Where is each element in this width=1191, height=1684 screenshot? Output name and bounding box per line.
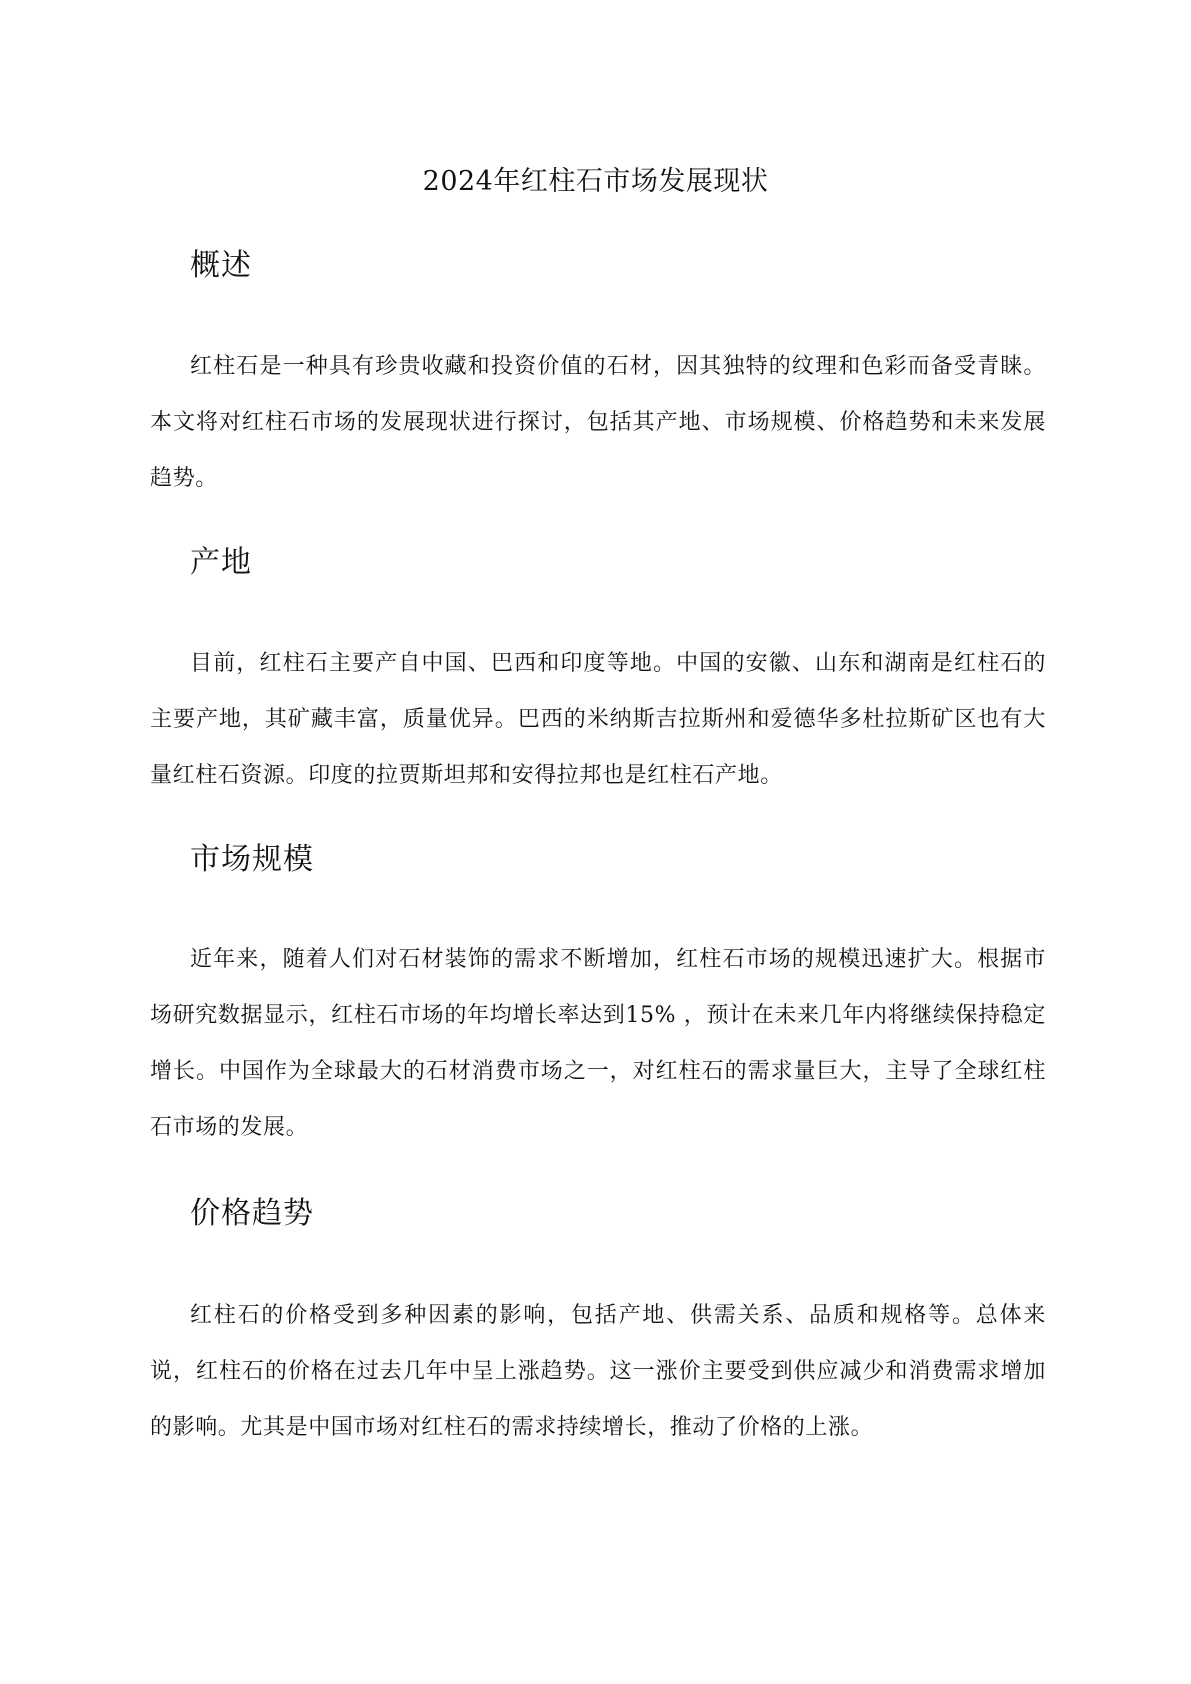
section-heading-overview: 概述 xyxy=(190,248,252,283)
section-heading-origin: 产地 xyxy=(190,545,252,580)
section-paragraph-origin: 目前，红柱石主要产自中国、巴西和印度等地。中国的安徽、山东和湖南是红柱石的主要产地，其矿藏丰富，质量优异。巴西的米纳斯吉拉斯州和爱德华多杜拉斯矿区也有大量红柱石资源。印度的拉贾斯坦邦和安得拉邦也是红柱石产地。 xyxy=(150,651,1046,788)
section-heading-market-size: 市场规模 xyxy=(190,842,314,877)
section-heading-price-trend: 价格趋势 xyxy=(190,1196,314,1231)
document-title: 2024年红柱石市场发展现状 xyxy=(422,166,769,197)
section-paragraph-overview: 红柱石是一种具有珍贵收藏和投资价值的石材，因其独特的纹理和色彩而备受青睐。本文将对红柱石市场的发展现状进行探讨，包括其产地、市场规模、价格趋势和未来发展趋势。 xyxy=(150,354,1046,491)
section-paragraph-price-trend: 红柱石的价格受到多种因素的影响，包括产地、供需关系、品质和规格等。总体来说，红柱石的价格在过去几年中呈上涨趋势。这一涨价主要受到供应减少和消费需求增加的影响。尤其是中国市场对红柱石的需求持续增长，推动了价格的上涨。 xyxy=(150,1303,1046,1440)
section-paragraph-market-size: 近年来，随着人们对石材装饰的需求不断增加，红柱石市场的规模迅速扩大。根据市场研究数据显示，红柱石市场的年均增长率达到15% ，预计在未来几年内将继续保持稳定增长。中国作为全球最大的石材消费市场之一，对红柱石的需求量巨大，主导了全球红柱石市场的发展。 xyxy=(150,947,1046,1140)
